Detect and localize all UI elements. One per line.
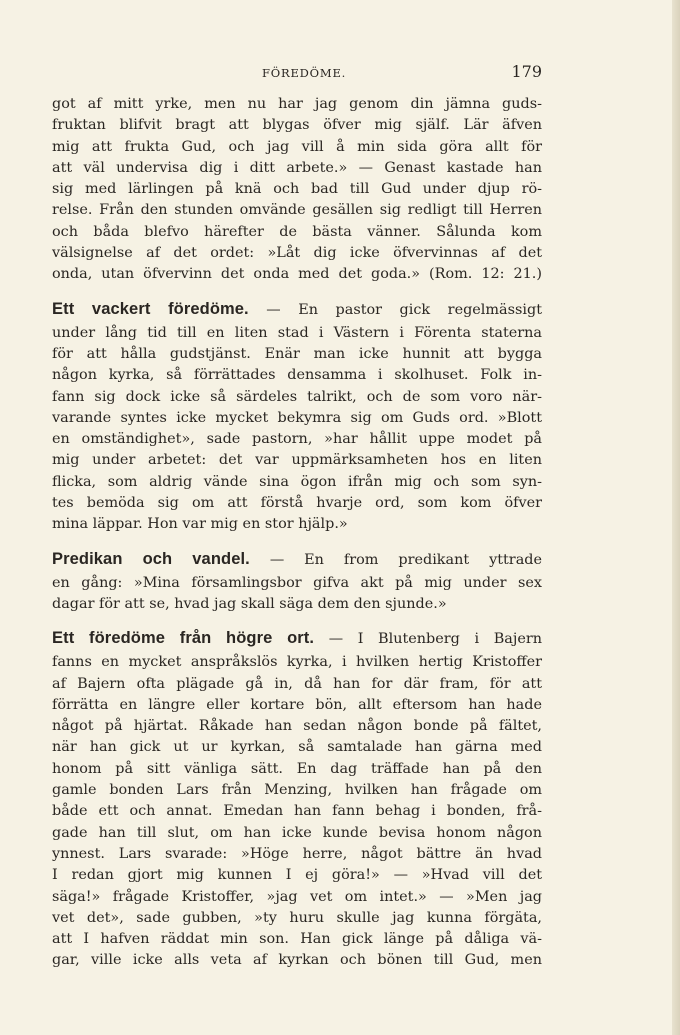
text-line: välsignelse af det ordet: »Låt dig icke öfvervinnas af det <box>52 245 542 262</box>
text-line: både ett och annat. Emedan han fann behag i bonden, frå- <box>52 803 542 820</box>
section-predikan-och-vandel <box>52 546 542 616</box>
text-line: relse. Från den stunden omvände gesällen sig redligt till Herren <box>52 202 542 219</box>
text-line: mig att frukta Gud, och jag vill å min sida göra allt för <box>52 138 542 155</box>
text-line: mina läppar. Hon var mig en stor hjälp.» <box>52 516 348 533</box>
section-heading-line <box>52 546 542 573</box>
page-number: 179 <box>511 62 542 81</box>
text-line: för att hålla gudstjänst. Enär man icke hunnit att bygga <box>52 345 542 362</box>
text-line: en omständighet», sade pastorn, »har hållit uppe modet på <box>52 431 542 448</box>
text-line: dagar för att se, hvad jag skall säga dem den sjunde.» <box>52 595 447 612</box>
text-line: säga!» frågade Kristoffer, »jag vet om intet.» — »Men jag <box>52 888 542 905</box>
text-line: mig under arbetet: det var uppmärksamheten hos en liten <box>52 452 542 469</box>
text-line: något på hjärtat. Råkade han sedan någon bonde på fältet, <box>52 718 542 735</box>
section-heading: Ett föredöme från högre ort. <box>52 629 315 648</box>
text-line: varande syntes icke mycket bekymra sig om Guds ord. »Blott <box>52 409 542 426</box>
heading-line-text: — En from predikant yttrade <box>269 551 542 568</box>
text-line: fann sig dock icke så särdeles talrikt, och de som voro när- <box>52 388 542 405</box>
text-line: flicka, som aldrig vände sina ögon ifrån mig och som syn- <box>52 473 542 490</box>
text-line: tes bemöda sig om att förstå hvarje ord, som kom öfver <box>52 495 542 512</box>
heading-line-text: — I Blutenberg i Bajern <box>328 631 542 648</box>
section-heading-line <box>52 625 542 652</box>
section-heading: Ett vackert föredöme. <box>52 299 249 318</box>
text-line: någon kyrka, så förrättades densamma i skolhuset. Folk in- <box>52 367 542 384</box>
body-text <box>52 94 542 972</box>
text-line: under lång tid till en liten stad i Västern i Förenta staterna <box>52 324 542 341</box>
heading-line-text: — En pastor gick regelmässigt <box>266 301 543 318</box>
text-line: en gång: »Mina församlingsbor gifva akt på mig under sex <box>52 574 542 591</box>
text-line: att I hafven räddat min son. Han gick länge på dåliga vä- <box>52 931 542 948</box>
section-vackert-foredome <box>52 296 542 536</box>
text-line: gade han till slut, om han icke kunde bevisa honom någon <box>52 824 542 841</box>
text-line: gar, ville icke alls veta af kyrkan och bönen till Gud, men <box>52 952 542 969</box>
text-line: att väl undervisa dig i ditt arbete.» — Genast kastade han <box>52 159 542 176</box>
text-line: sig med lärlingen på knä och bad till Gud under djup rö- <box>52 181 542 198</box>
text-line: och båda blefvo härefter de bästa vänner. Sålunda kom <box>52 223 542 240</box>
text-line: ynnest. Lars svarade: »Höge herre, något bättre än hvad <box>52 845 542 862</box>
text-line: fruktan blifvit bragt att blygas öfver mig själf. Lär äfven <box>52 117 542 134</box>
section-heading-line <box>52 296 542 323</box>
text-line: vet det», sade gubben, »ty huru skulle jag kunna förgäta, <box>52 909 542 926</box>
section-heading: Predikan och vandel. <box>52 549 250 568</box>
text-line: förrätta en längre eller kortare bön, allt eftersom han hade <box>52 696 542 713</box>
text-line: honom på sitt vänliga sätt. En dag träffade han på den <box>52 760 542 777</box>
page-edge <box>672 0 680 1035</box>
section-foredome-fran-hogre-ort <box>52 625 542 971</box>
text-line: gamle bonden Lars från Menzing, hvilken han frågade om <box>52 782 542 799</box>
text-line: när han gick ut ur kyrkan, så samtalade han gärna med <box>52 739 542 756</box>
intro-paragraph <box>52 94 542 286</box>
text-line: fanns en mycket anspråkslös kyrka, i hvilken hertig Kristoffer <box>52 654 542 671</box>
text-line: onda, utan öfvervinn det onda med det goda.» (Rom. 12: 21.) <box>52 266 542 283</box>
text-line: I redan gjort mig kunnen I ej göra!» — »Hvad vill det <box>52 867 542 884</box>
running-title: FÖREDÖME. <box>262 66 347 80</box>
page-header <box>52 64 542 84</box>
text-line: got af mitt yrke, men nu har jag genom din jämna guds- <box>52 96 542 112</box>
text-line: af Bajern ofta plägade gå in, då han for där fram, för att <box>52 675 542 692</box>
